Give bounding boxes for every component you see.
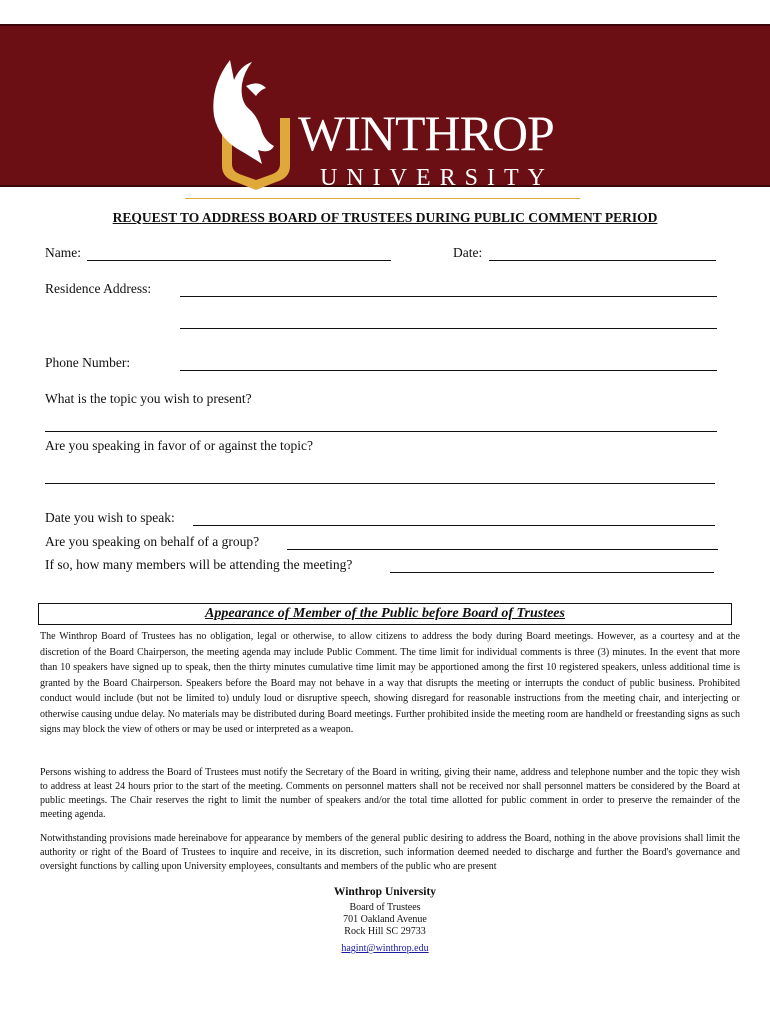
favor-field[interactable]: [45, 483, 715, 484]
brand-divider: [185, 198, 580, 199]
address-field-line-2[interactable]: [180, 328, 717, 329]
speak-date-label: Date you wish to speak:: [45, 510, 175, 525]
phone-field[interactable]: [180, 370, 717, 371]
speak-date-field[interactable]: [193, 525, 715, 526]
name-field[interactable]: [87, 260, 391, 261]
members-question: If so, how many members will be attending the meeting?: [45, 557, 353, 572]
address-label: Residence Address:: [45, 281, 152, 296]
topic-field[interactable]: [45, 431, 717, 432]
footer-org: Winthrop University: [333, 886, 437, 898]
name-label: Name:: [45, 245, 81, 260]
footer-street: 701 Oakland Avenue: [343, 914, 427, 925]
footer-city: Rock Hill SC 29733: [344, 926, 426, 937]
appearance-paragraph-1: The Winthrop Board of Trustees has no obligation, legal or otherwise, to allow citizens to address the body during Board meetings. However, as a courtesy and at the discretion of the Board Chairperson, the meeting agenda may include Public Comment. The time limit for individual comments is three (3) minutes. In the event that more than 10 speakers have signed up to speak, then the thirty minutes cumulative time limit may be apportioned among the first 10 registered speakers, unless additional time is granted by the Board Chairperson. Speakers before the Board may not behave in a way that disrupts the meeting or interrupts the conduct of public business. Prohibited conduct would include (but not be limited to) unduly loud or disruptive speech, showing disregard for reasonable instructions from the meeting chair, and interjecting or otherwise causing undue delay. No materials may be distributed during Board meetings. Further prohibited inside the meeting room are handheld or freestanding signs as such signs may block the view of others or may be used or interpreted as a weapon.: [40, 631, 740, 735]
date-label: Date:: [453, 245, 483, 260]
appearance-paragraph-3: Notwithstanding provisions made hereinabove for appearance by members of the general public desiring to address the Board, nothing in the above provisions shall limit the authority or right of the Board of Trustees to inquire and receive, in its discretion, such information deemed needed to discharge and further the Board's governance and oversight functions by calling upon University employees, consultants and members of the public who are present: [40, 833, 740, 872]
group-question: Are you speaking on behalf of a group?: [45, 534, 260, 549]
group-field[interactable]: [287, 549, 718, 550]
brand-subtitle: UNIVERSITY: [320, 165, 554, 191]
header-banner: [0, 24, 770, 191]
brand-name: WINTHROP: [298, 105, 554, 161]
date-field[interactable]: [489, 260, 716, 261]
form-title: REQUEST TO ADDRESS BOARD OF TRUSTEES DURING PUBLIC COMMENT PERIOD: [112, 210, 658, 225]
members-field[interactable]: [390, 572, 714, 573]
footer-dept: Board of Trustees: [349, 902, 421, 913]
eagle-shield-icon: [200, 56, 300, 194]
appearance-paragraph-2: Persons wishing to address the Board of Trustees must notify the Secretary of the Board in writing, giving their name, address and telephone number and the topic they wish to address at least 24 hours prior to the start of the meeting. Comments on personnel matters shall not be received nor shall personnel matters be considered by the Board at public meetings. The Chair reserves the right to limit the number of speakers and/or the total time allotted for public comment in order to preserve the remainder of the meeting agenda.: [40, 767, 740, 820]
address-field-line-1[interactable]: [180, 296, 717, 297]
appearance-heading: Appearance of Member of the Public before Board of Trustees: [38, 603, 732, 625]
phone-label: Phone Number:: [45, 355, 131, 370]
favor-question: Are you speaking in favor of or against the topic?: [45, 438, 314, 453]
footer-email-link[interactable]: hagint@winthrop.edu: [341, 943, 429, 954]
topic-question: What is the topic you wish to present?: [45, 391, 252, 406]
